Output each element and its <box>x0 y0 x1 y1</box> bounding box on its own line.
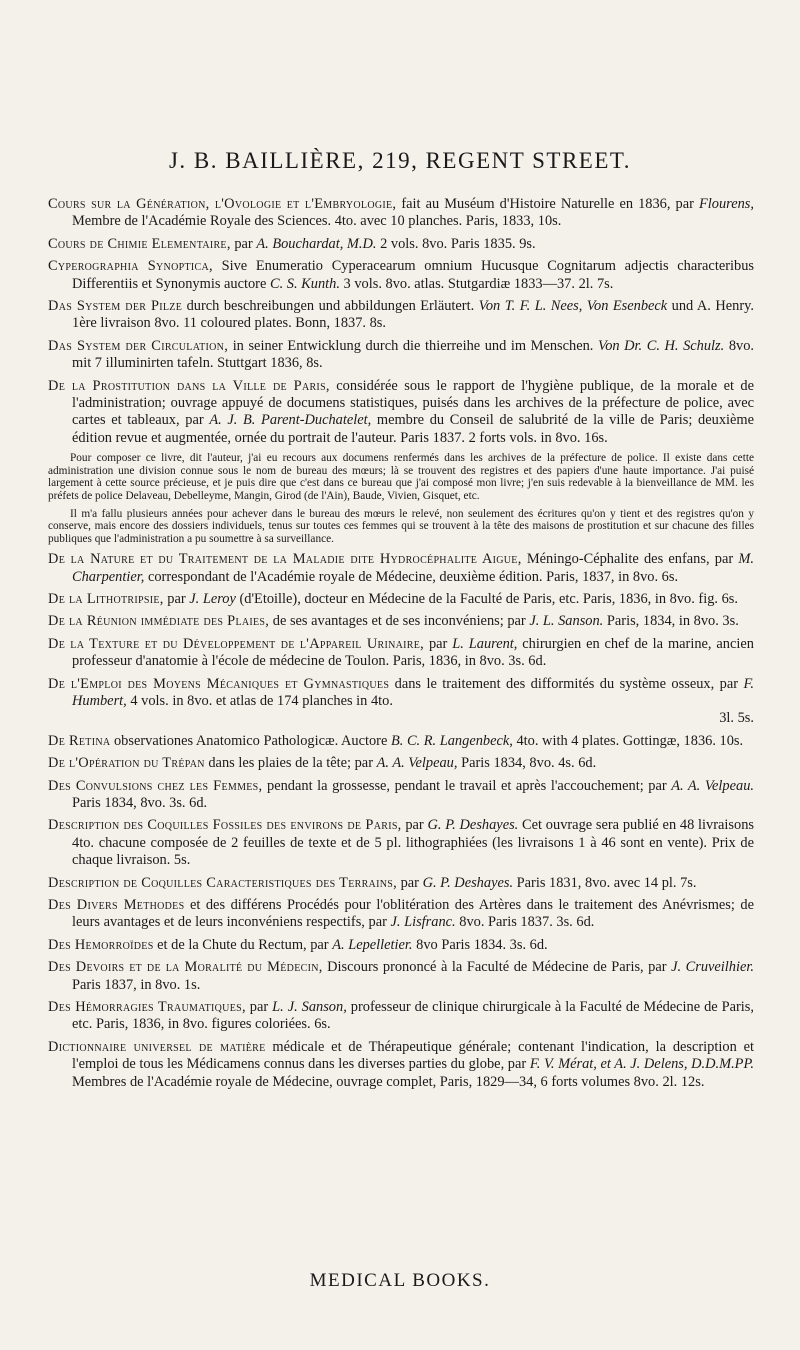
catalogue-entry <box>48 733 754 750</box>
page-footer: MEDICAL BOOKS. <box>309 1270 491 1291</box>
entry-author: F. V. Mérat, et A. J. Delens, D.D.M.PP. <box>529 1056 754 1073</box>
catalogue-entry <box>48 778 754 813</box>
entry-text: 8vo. Paris 1837. 3s. 6d. <box>455 914 595 931</box>
entry-text: Paris 1831, 8vo. avec 14 pl. 7s. <box>513 874 697 891</box>
entry-title: Description des Coquilles Fossiles des environs de Paris, <box>48 817 402 834</box>
catalogue-entry <box>48 817 754 869</box>
entry-text: 2 vols. 8vo. Paris 1835. 9s. <box>376 235 536 252</box>
entry-title: Cours de Chimie Elementaire, <box>48 235 231 252</box>
catalogue-listing <box>48 196 754 1096</box>
entry-text: par <box>424 635 453 652</box>
entry-title: Des Convulsions chez les Femmes, <box>48 777 263 794</box>
entry-text: 8vo Paris 1834. 3s. 6d. <box>412 936 548 953</box>
entry-text: professeur de clinique chirurgicale à la Faculté de Médecine de Paris, etc. Paris, 1836, in 8vo. figures coloriées. 6s. <box>72 999 754 1033</box>
entry-author: J. Leroy <box>189 590 236 607</box>
catalogue-entry <box>48 338 754 373</box>
entry-title: De la Texture et du Développement de l'Appareil Urinaire, <box>48 635 425 652</box>
entry-title: Cyperographia Synoptica, <box>48 258 213 275</box>
entry-text: et des différens Procédés pour l'oblitération des Artères dans le traitement des Anévrismes; de leurs avantages et de leurs inconvéniens respectifs, par <box>72 897 754 931</box>
entry-text: 8vo. mit 7 illuminirten tafeln. Stuttgart 1836, 8s. <box>72 337 755 372</box>
catalogue-entry <box>48 999 754 1034</box>
entry-title: Des Hemorroïdes <box>48 936 154 953</box>
page-header: J. B. BAILLIÈRE, 219, REGENT STREET. <box>168 148 631 173</box>
entry-title: De l'Emploi des Moyens Mécaniques et Gymnastiques <box>48 675 390 692</box>
entry-text: médicale et de Thérapeutique générale; contenant l'indication, la description et l'emploi de tous les Médicamens connus dans les diverses parties du globe, par <box>72 1038 755 1073</box>
entry-author: C. S. Kunth. <box>269 275 340 292</box>
catalogue-entry <box>48 298 754 333</box>
catalogue-entry <box>48 959 754 994</box>
catalogue-entry <box>48 551 754 586</box>
entries-group-2 <box>48 551 754 1091</box>
entry-title: De la Prostitution dans la Ville de Paris, <box>48 377 330 394</box>
entry-text: par <box>397 874 423 891</box>
entry-text: Membres de l'Académie royale de Médecine, ouvrage complet, Paris, 1829—34, 6 forts volumes 8vo. 2l. 12s. <box>72 1073 705 1090</box>
entry-text: Membre de l'Académie Royale des Sciences. 4to. avec 10 planches. Paris, 1833, 10s. <box>72 213 562 230</box>
entry-text: par <box>245 999 273 1016</box>
entry-price: 3l. 5s. <box>719 710 754 727</box>
catalogue-entry <box>48 591 754 608</box>
entry-text: Discours prononcé à la Faculté de Médecine de Paris, par <box>322 959 672 976</box>
catalogue-entry <box>48 636 754 671</box>
entry-text: (d'Etoille), docteur en Médecine de la Faculté de Paris, etc. Paris, 1836, in 8vo. fig. 6s. <box>235 590 739 607</box>
entry-author: B. C. R. Langenbeck, <box>390 732 513 749</box>
entry-author: M. Charpentier, <box>72 551 754 585</box>
entry-text: observationes Anatomico Pathologicæ. Auctore <box>110 732 391 749</box>
entry-text: Paris, 1834, in 8vo. 3s. <box>603 613 739 630</box>
entry-title: Cours sur la Génération, l'Ovologie et l'Embryologie, <box>48 196 397 212</box>
entry-text: dans le traitement des difformités du système osseux, par <box>389 675 744 692</box>
entry-text: membre du Conseil de salubrité de la ville de Paris; deuxième édition revue et augmentée, ornée du portrait de l'auteur. Paris 1837. 2 forts vols. in 8vo. 16s. <box>72 412 754 446</box>
entry-title: De la Réunion immédiate des Plaies, <box>48 613 270 630</box>
entry-text: Sive Enumeratio Cyperacearum omnium Hucusque Cognitarum adjectis characteribus Differentiis et Synonymis auctore <box>72 258 754 292</box>
entry-text: Paris 1837, in 8vo. 1s. <box>72 976 201 993</box>
entry-title: Des Divers Methodes <box>48 897 185 914</box>
entry-text: par <box>163 590 190 607</box>
entry-author: Flourens, <box>698 196 754 212</box>
entry-text: und A. Henry. 1ère livraison 8vo. 11 coloured plates. Bonn, 1837. 8s. <box>72 298 754 332</box>
entry-author: L. J. Sanson, <box>272 999 347 1016</box>
entry-text: durch beschreibungen und abbildungen Erläutert. <box>182 298 479 315</box>
entry-text: par <box>401 817 428 834</box>
entry-author: G. P. Deshayes. <box>422 874 514 891</box>
entry-text: Cet ouvrage sera publié en 48 livraisons 4to. chacune composée de 2 feuilles de texte et de 5 pl. lithographiées (les livraisons 1 à 46 sont en vente). Prix de chaque livraison. 5s. <box>72 817 755 869</box>
entry-text: et de la Chute du Rectum, par <box>153 936 333 953</box>
catalogue-entry <box>48 378 754 448</box>
entry-author: Von T. F. L. Nees, Von Esenbeck <box>478 298 668 315</box>
entry-title: Des Hémorragies Traumatiques, <box>48 999 246 1016</box>
catalogue-entry <box>48 937 754 954</box>
catalogue-entry <box>48 875 754 892</box>
entry-text: 4to. with 4 plates. Gottingæ, 1836. 10s. <box>512 732 744 749</box>
entry-title: De Retina <box>48 732 111 749</box>
entry-text: in seiner Entwicklung durch die thierreihe und im Menschen. <box>228 337 598 354</box>
entry-title: Das System der Circulation, <box>48 337 229 354</box>
entry-text: de ses avantages et de ses inconvéniens; par <box>269 613 530 630</box>
entry-author: J. Lisfranc. <box>390 914 456 931</box>
entry-author: A. Bouchardat, M.D. <box>256 235 377 252</box>
entry-text: par <box>230 235 257 252</box>
catalogue-entry <box>48 897 754 932</box>
entry-text: Paris 1834, 8vo. 4s. 6d. <box>457 755 597 772</box>
entry-author: J. Cruveilhier. <box>671 959 754 976</box>
prostitution-note <box>48 452 754 545</box>
entry-text: dans les plaies de la tête; par <box>204 755 377 772</box>
entry-text: 4 vols. in 8vo. et atlas de 174 planches in 4to. <box>126 692 393 709</box>
entry-text: Paris 1834, 8vo. 3s. 6d. <box>72 795 208 811</box>
entry-title: De la Nature et du Traitement de la Maladie dite Hydrocéphalite Aigue, <box>48 551 522 568</box>
note-paragraph: Il m'a fallu plusieurs années pour achever dans le bureau des mœurs le relevé, non seulement des écritures qu'on y tient et des registres qu'on y conserve, mais encore des dossiers individuels, tenus sur toutes ces femmes qui se trouvent à la tête des maisons de prostitution et sur chacune des filles publiques que l'administration a pu soumettre à sa surveillance. <box>48 507 754 545</box>
entry-author: A. A. Velpeau, <box>376 755 458 772</box>
entry-title: Description de Coquilles Caracteristiques des Terrains, <box>48 874 397 891</box>
entry-text: chirurgien en chef de la marine, ancien professeur d'anatomie à l'école de médecine de Toulon. Paris, 1836, in 8vo. 3s. 6d. <box>72 635 754 670</box>
entry-author: J. L. Sanson. <box>529 613 604 630</box>
entry-text: correspondant de l'Académie royale de Médecine, deuxième édition. Paris, 1837, in 8vo. 6s. <box>144 568 679 585</box>
catalogue-entry <box>48 676 754 728</box>
entry-author: F. Humbert, <box>72 675 754 709</box>
entry-title: Das System der Pilze <box>48 298 183 315</box>
entry-text: Méningo-Céphalite des enfans, par <box>521 551 739 568</box>
entry-text: fait au Muséum d'Histoire Naturelle en 1836, par <box>396 196 699 212</box>
catalogue-entry <box>48 1039 754 1091</box>
entry-author: A. J. B. Parent-Duchatelet, <box>209 412 372 429</box>
entry-author: L. Laurent, <box>452 635 518 652</box>
entry-author: A. A. Velpeau. <box>671 777 754 794</box>
entry-author: G. P. Deshayes. <box>427 817 519 834</box>
catalogue-entry <box>48 258 754 293</box>
entry-author: Von Dr. C. H. Schulz. <box>598 337 725 354</box>
entry-author: A. Lepelletier. <box>332 936 413 953</box>
entry-text: pendant la grossesse, pendant le travail et après l'accouchement; par <box>262 777 672 794</box>
entry-title: De l'Opération du Trépan <box>48 755 205 772</box>
catalogue-entry <box>48 196 754 231</box>
entry-text: 3 vols. 8vo. atlas. Stutgardiæ 1833—37. 2l. 7s. <box>339 275 614 292</box>
catalogue-entry <box>48 755 754 772</box>
entry-title: Des Devoirs et de la Moralité du Médecin, <box>48 959 323 976</box>
entry-title: Dictionnaire universel de matière <box>48 1038 266 1055</box>
entry-text: considérée sous le rapport de l'hygiène publique, de la morale et de l'administration; ouvrage appuyé de documens statistiques, puisés dans les archives de la préfecture de police, avec cartes et tableaux, par <box>72 377 754 429</box>
entry-title: De la Lithotripsie, <box>48 590 164 607</box>
catalogue-entry <box>48 236 754 253</box>
note-paragraph: Pour composer ce livre, dit l'auteur, j'ai eu recours aux documens renfermés dans les archives de la préfecture de police. Il existe dans cette administration une division connue sous le nom de bureau des mœurs; là se trouvent des registres et des papiers d'une haute importance. J'ai puisé largement à cette source précieuse, et je puis dire que c'est dans ce bureau que j'ai composé mon livre; j'en suis redevable à la bienveillance de MM. les préfets de police Delaveau, Debelleyme, Mangin, Girod (de l'Ain), Baude, Vivien, Gisquet, etc. <box>48 452 754 502</box>
catalogue-entry <box>48 613 754 630</box>
entries-group-1 <box>48 196 754 447</box>
